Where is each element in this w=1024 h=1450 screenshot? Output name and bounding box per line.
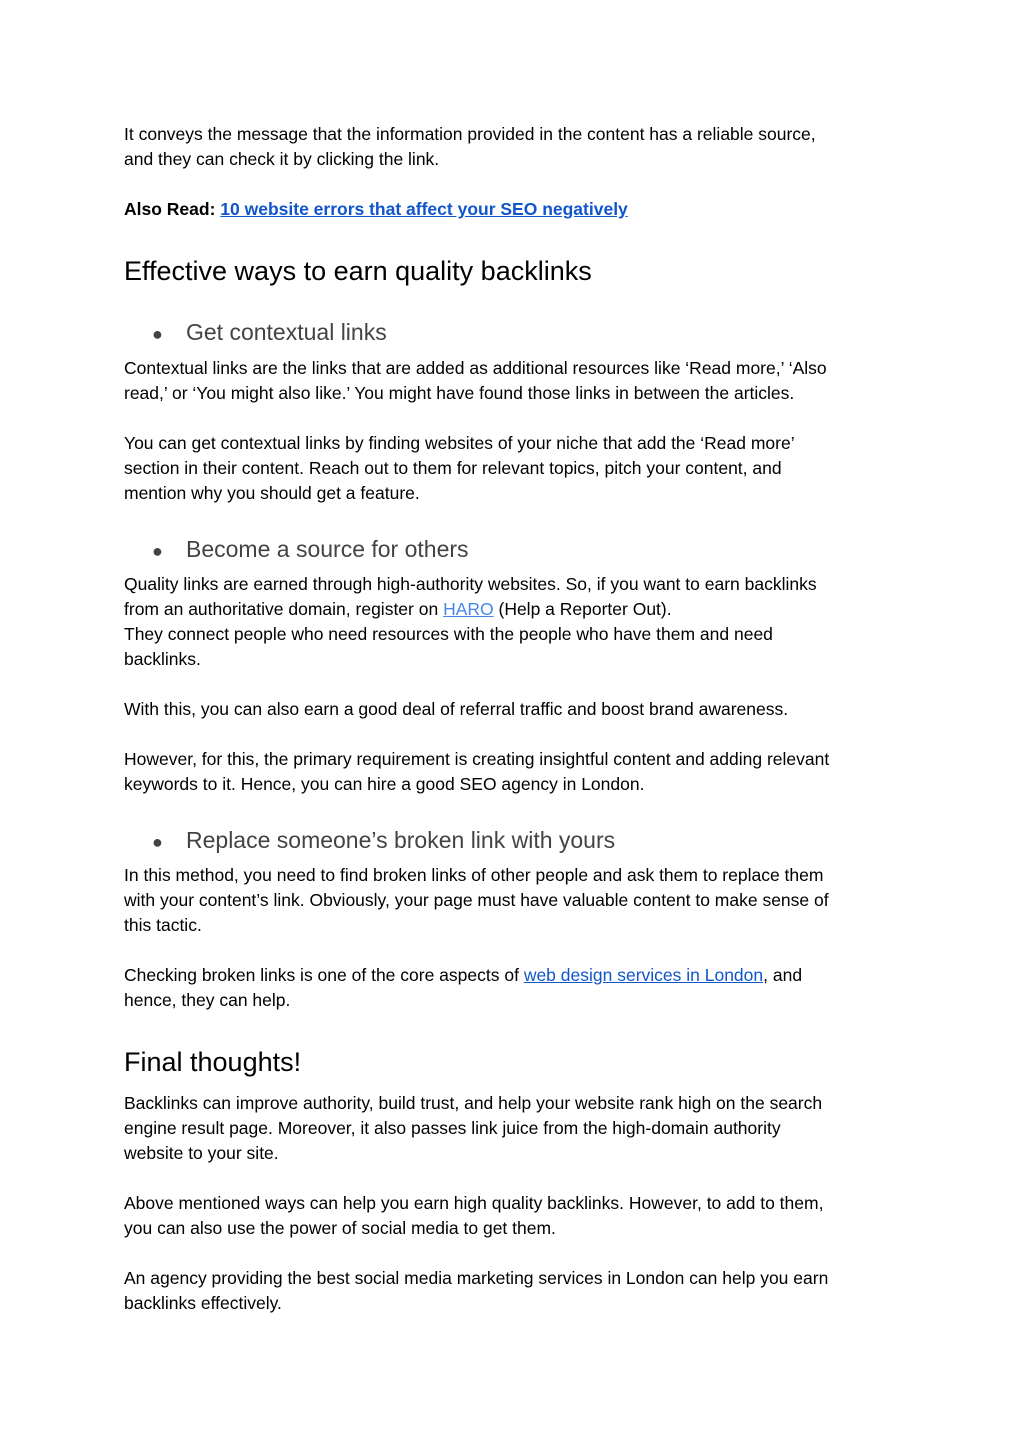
text-line: read,’ or ‘You might also like.’ You might have found those links in between the articles. bbox=[124, 383, 795, 403]
text-line: An agency providing the best social media marketing services in London can help you earn bbox=[124, 1268, 829, 1288]
text-line: keywords to it. Hence, you can hire a good SEO agency in London. bbox=[124, 774, 645, 794]
text-fragment: from an authoritative domain, register on bbox=[124, 599, 444, 619]
text-line: hence, they can help. bbox=[124, 990, 291, 1010]
text-line-with-link bbox=[124, 597, 904, 622]
text-line: section in their content. Reach out to them for relevant topics, pitch your content, and bbox=[124, 458, 782, 478]
paragraph bbox=[124, 863, 904, 938]
paragraph bbox=[124, 356, 904, 406]
text-line-with-link bbox=[124, 963, 904, 988]
text-line: Above mentioned ways can help you earn high quality backlinks. However, to add to them, bbox=[124, 1193, 824, 1213]
text-line: website to your site. bbox=[124, 1143, 279, 1163]
subheading-replace-broken-link bbox=[152, 826, 615, 856]
also-read-label: Also Read: bbox=[124, 199, 216, 219]
also-read-line bbox=[124, 197, 904, 222]
paragraph bbox=[124, 697, 904, 722]
subheading-text: Replace someone’s broken link with yours bbox=[186, 827, 616, 853]
web-design-services-link[interactable]: web design services in London bbox=[523, 965, 764, 985]
paragraph bbox=[124, 1191, 904, 1241]
text-line: Quality links are earned through high-authority websites. So, if you want to earn backlinks bbox=[124, 574, 817, 594]
text-line: engine result page. Moreover, it also passes link juice from the high-domain authority bbox=[124, 1118, 781, 1138]
subheading-text: Get contextual links bbox=[186, 319, 387, 345]
text-line: backlinks effectively. bbox=[124, 1293, 282, 1313]
text-line: Backlinks can improve authority, build trust, and help your website rank high on the search bbox=[124, 1093, 823, 1113]
intro-paragraph bbox=[124, 122, 904, 172]
bullet-icon: ● bbox=[152, 324, 163, 344]
section-heading-effective-ways: Effective ways to earn quality backlinks bbox=[124, 256, 592, 286]
text-line: They connect people who need resources with the people who have them and need bbox=[124, 624, 773, 644]
paragraph bbox=[124, 1091, 904, 1166]
haro-link[interactable]: HARO bbox=[443, 599, 494, 619]
text-line: and they can check it by clicking the link. bbox=[124, 149, 440, 169]
text-line: Contextual links are the links that are added as additional resources like ‘Read more,’ ‘Also bbox=[124, 358, 827, 378]
paragraph bbox=[124, 963, 904, 1013]
text-line: with your content’s link. Obviously, your page must have valuable content to make sense of bbox=[124, 890, 829, 910]
text-line: mention why you should get a feature. bbox=[124, 483, 420, 503]
section-heading-final-thoughts: Final thoughts! bbox=[124, 1047, 302, 1077]
text-fragment: (Help a Reporter Out). bbox=[493, 599, 672, 619]
text-line: you can also use the power of social media to get them. bbox=[124, 1218, 556, 1238]
bullet-icon: ● bbox=[152, 541, 163, 561]
subheading-text: Become a source for others bbox=[186, 536, 469, 562]
text-line: In this method, you need to find broken links of other people and ask them to replace them bbox=[124, 865, 824, 885]
paragraph bbox=[124, 431, 904, 506]
also-read-link[interactable]: 10 website errors that affect your SEO negatively bbox=[220, 199, 628, 219]
text-fragment: , and bbox=[763, 965, 803, 985]
paragraph bbox=[124, 572, 904, 672]
text-line: It conveys the message that the information provided in the content has a reliable source, bbox=[124, 124, 816, 144]
bullet-icon: ● bbox=[152, 832, 163, 852]
subheading-become-source bbox=[152, 535, 469, 565]
text-line: You can get contextual links by finding websites of your niche that add the ‘Read more’ bbox=[124, 433, 795, 453]
paragraph bbox=[124, 1266, 904, 1316]
text-line: this tactic. bbox=[124, 915, 202, 935]
text-fragment: Checking broken links is one of the core aspects of bbox=[124, 965, 524, 985]
text-line: With this, you can also earn a good deal of referral traffic and boost brand awareness. bbox=[124, 699, 789, 719]
subheading-contextual-links bbox=[152, 318, 387, 348]
text-line: backlinks. bbox=[124, 649, 201, 669]
paragraph bbox=[124, 747, 904, 797]
text-line: However, for this, the primary requirement is creating insightful content and adding relevant bbox=[124, 749, 830, 769]
